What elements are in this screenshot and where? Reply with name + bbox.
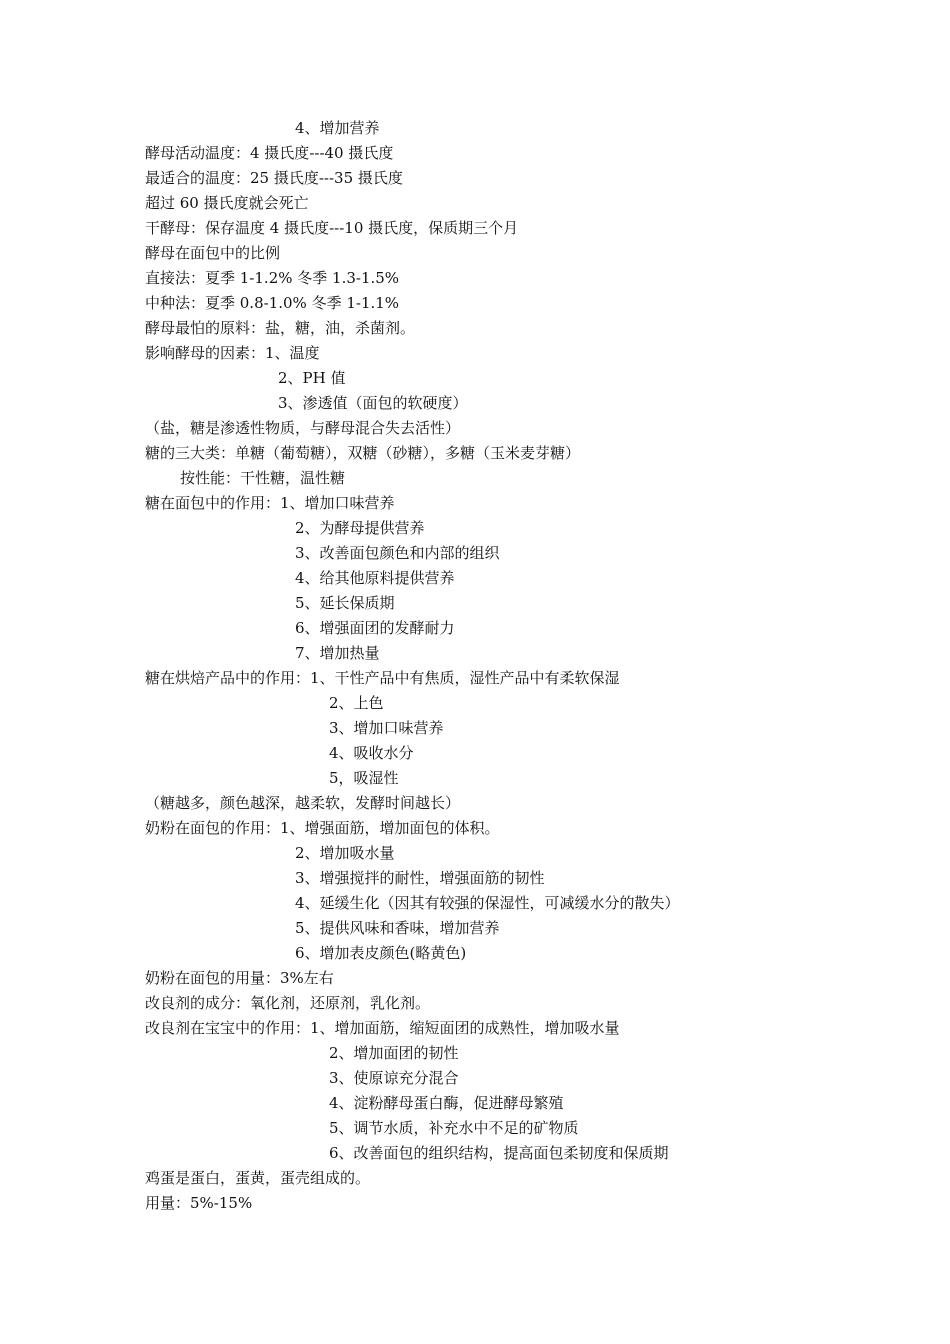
text-line: 中种法：夏季 0.8-1.0% 冬季 1-1.1% — [145, 294, 400, 312]
text-line: 直接法：夏季 1-1.2% 冬季 1.3-1.5% — [145, 269, 400, 287]
text-line: 2、增加吸水量 — [295, 844, 395, 862]
text-line: 5、提供风味和香味，增加营养 — [295, 919, 500, 937]
text-line: （糖越多，颜色越深，越柔软，发酵时间越长） — [145, 794, 461, 812]
text-line: 4、吸收水分 — [329, 744, 414, 762]
text-line: 4、增加营养 — [295, 119, 380, 137]
text-line: 5，吸湿性 — [329, 769, 399, 787]
text-line: 6、增强面团的发酵耐力 — [295, 619, 455, 637]
text-line: 酵母活动温度：4 摄氏度---40 摄氏度 — [145, 144, 394, 162]
text-line: 3、使原谅充分混合 — [329, 1069, 459, 1087]
text-line: 酵母最怕的原料：盐，糖，油，杀菌剂。 — [145, 319, 416, 337]
text-line: （盐，糖是渗透性物质，与酵母混合失去活性） — [145, 419, 461, 437]
text-line: 2、PH 值 — [278, 369, 346, 387]
text-line: 3、改善面包颜色和内部的组织 — [295, 544, 500, 562]
text-line: 用量：5%-15% — [145, 1194, 253, 1212]
text-line: 5、调节水质，补充水中不足的矿物质 — [329, 1119, 579, 1137]
text-line: 6、改善面包的组织结构，提高面包柔韧度和保质期 — [329, 1144, 669, 1162]
text-line: 7、增加热量 — [295, 644, 380, 662]
text-line: 奶粉在面包的作用：1、增强面筋，增加面包的体积。 — [145, 819, 500, 837]
text-line: 6、增加表皮颜色(略黄色) — [295, 944, 467, 962]
text-line: 3、渗透值（面包的软硬度） — [278, 394, 468, 412]
text-line: 超过 60 摄氏度就会死亡 — [145, 194, 309, 212]
text-line: 2、为酵母提供营养 — [295, 519, 425, 537]
text-line: 影响酵母的因素：1、温度 — [145, 344, 320, 362]
text-line: 5、延长保质期 — [295, 594, 395, 612]
text-line: 鸡蛋是蛋白，蛋黄，蛋壳组成的。 — [145, 1169, 371, 1187]
text-line: 最适合的温度：25 摄氏度---35 摄氏度 — [145, 169, 403, 187]
text-line: 2、上色 — [329, 694, 384, 712]
text-line: 糖在烘焙产品中的作用：1、干性产品中有焦质，湿性产品中有柔软保湿 — [145, 669, 620, 687]
text-line: 3、增加口味营养 — [329, 719, 444, 737]
text-line: 酵母在面包中的比例 — [145, 244, 281, 262]
text-line: 4、淀粉酵母蛋白酶，促进酵母繁殖 — [329, 1094, 564, 1112]
text-line: 改良剂的成分：氧化剂，还原剂，乳化剂。 — [145, 994, 431, 1012]
text-line: 按性能：干性糖，温性糖 — [180, 469, 346, 487]
text-line: 4、延缓生化（因其有较强的保湿性，可减缓水分的散失） — [295, 894, 680, 912]
text-line: 4、给其他原料提供营养 — [295, 569, 455, 587]
text-line: 干酵母：保存温度 4 摄氏度---10 摄氏度，保质期三个月 — [145, 219, 519, 237]
text-line: 2、增加面团的韧性 — [329, 1044, 459, 1062]
text-line: 奶粉在面包的用量：3%左右 — [145, 969, 334, 987]
text-line: 改良剂在宝宝中的作用：1、增加面筋，缩短面团的成熟性，增加吸水量 — [145, 1019, 620, 1037]
text-line: 糖在面包中的作用：1、增加口味营养 — [145, 494, 395, 512]
text-line: 3、增强搅拌的耐性，增强面筋的韧性 — [295, 869, 545, 887]
text-line: 糖的三大类：单糖（葡萄糖），双糖（砂糖），多糖（玉米麦芽糖） — [145, 444, 581, 462]
